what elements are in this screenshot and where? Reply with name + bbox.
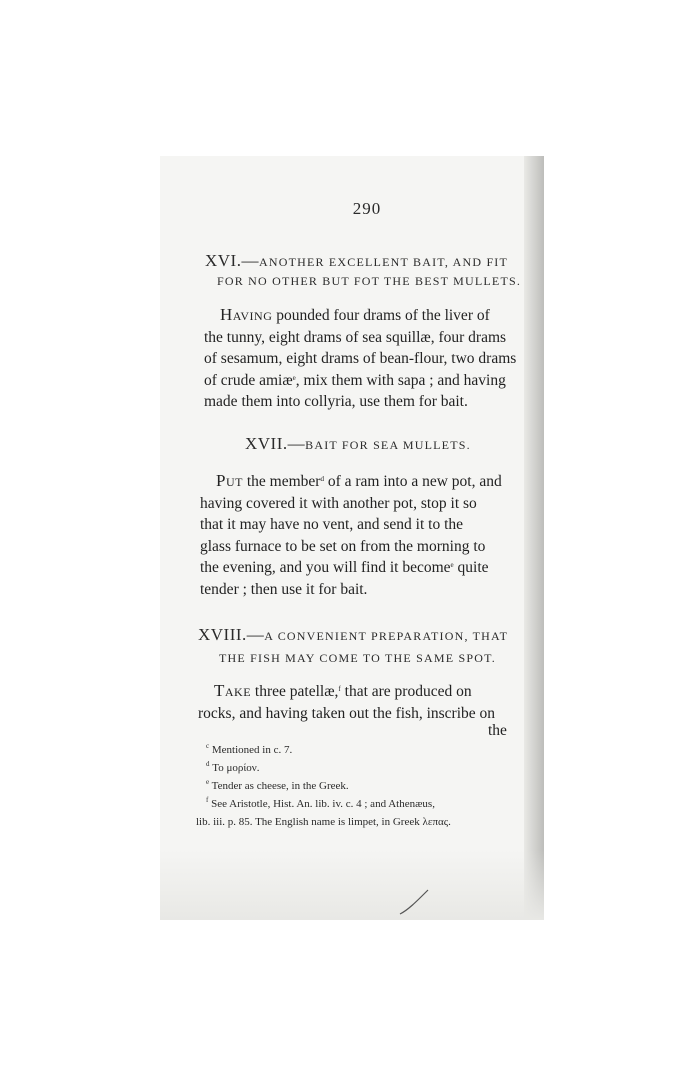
section-xvi-title-line2: FOR NO OTHER BUT FOT THE BEST MULLETS. — [217, 274, 522, 288]
section-xviii-title-line2: THE FISH MAY COME TO THE SAME SPOT. — [219, 651, 496, 665]
section-xvi-lead-word: Having — [220, 305, 273, 324]
footnote-c: $^c$ Mentioned in c. 7. — [206, 742, 293, 756]
section-xviii-paragraph: Take three patellæ,$^f$ that are produced on rocks, and having taken out the fish, inscribe on — [198, 681, 496, 722]
section-xvi-numeral: XVI.— — [205, 251, 259, 270]
section-xvii-paragraph: Put the member$^d$ of a ram into a new pot, and having covered it with another pot, stop it so that it may have no vent, and send it to the glass furnace to be set on from the morning to the evening, and you will find it become$^e$ quite tender ; then use it for bait. — [200, 471, 502, 598]
footnote-d: $^d$ Το μορίον. — [206, 760, 260, 774]
footnote-e: $^e$ Tender as cheese, in the Greek. — [206, 778, 349, 792]
section-xvii-title: BAIT FOR SEA MULLETS. — [305, 438, 471, 452]
page-bottom-shade — [160, 850, 544, 920]
footnote-ref-d: d — [320, 475, 324, 483]
section-xvii-lead-word: Put — [216, 471, 243, 490]
footnote-f: $^f$ See Aristotle, Hist. An. lib. iv. c. 4 ; and Athenæus, — [206, 796, 435, 810]
section-xvii-numeral: XVII.— — [245, 434, 306, 453]
footnote-ref-e2: e — [450, 561, 454, 569]
footnote-ref-e: e — [292, 373, 296, 382]
footnote-f-continued: lib. iii. p. 85. The English name is limpet, in Greek λεπας. — [196, 816, 451, 828]
page-number: 290 — [352, 199, 382, 218]
section-xviii-numeral: XVIII.— — [198, 625, 265, 644]
section-xviii-title-line1: A CONVENIENT PREPARATION, THAT — [264, 629, 509, 643]
pencil-mark-icon — [398, 888, 432, 916]
section-xvi-title-line1: ANOTHER EXCELLENT BAIT, AND FIT — [258, 255, 509, 269]
section-xviii-heading-line1 — [198, 625, 508, 645]
footnotes — [196, 741, 518, 831]
catchword: the — [488, 722, 507, 739]
footnote-ref-f: f — [338, 685, 341, 693]
section-xviii-heading-line2 — [219, 651, 496, 666]
section-xvi-heading-line1 — [205, 251, 508, 271]
section-xvi-paragraph: Having pounded four drams of the liver of the tunny, eight drams of sea squillæ, four drams of sesamum, eight drams of bean-flour, two drams of crude amiæ$^e$, mix them with sapa ; and having made them into collyria, use them for bait. — [204, 305, 517, 410]
section-xviii-lead-word: Take — [214, 681, 252, 700]
section-xvi-heading-line2 — [217, 274, 521, 289]
section-xvii-heading — [245, 434, 471, 454]
page-gutter-shadow — [524, 156, 544, 920]
